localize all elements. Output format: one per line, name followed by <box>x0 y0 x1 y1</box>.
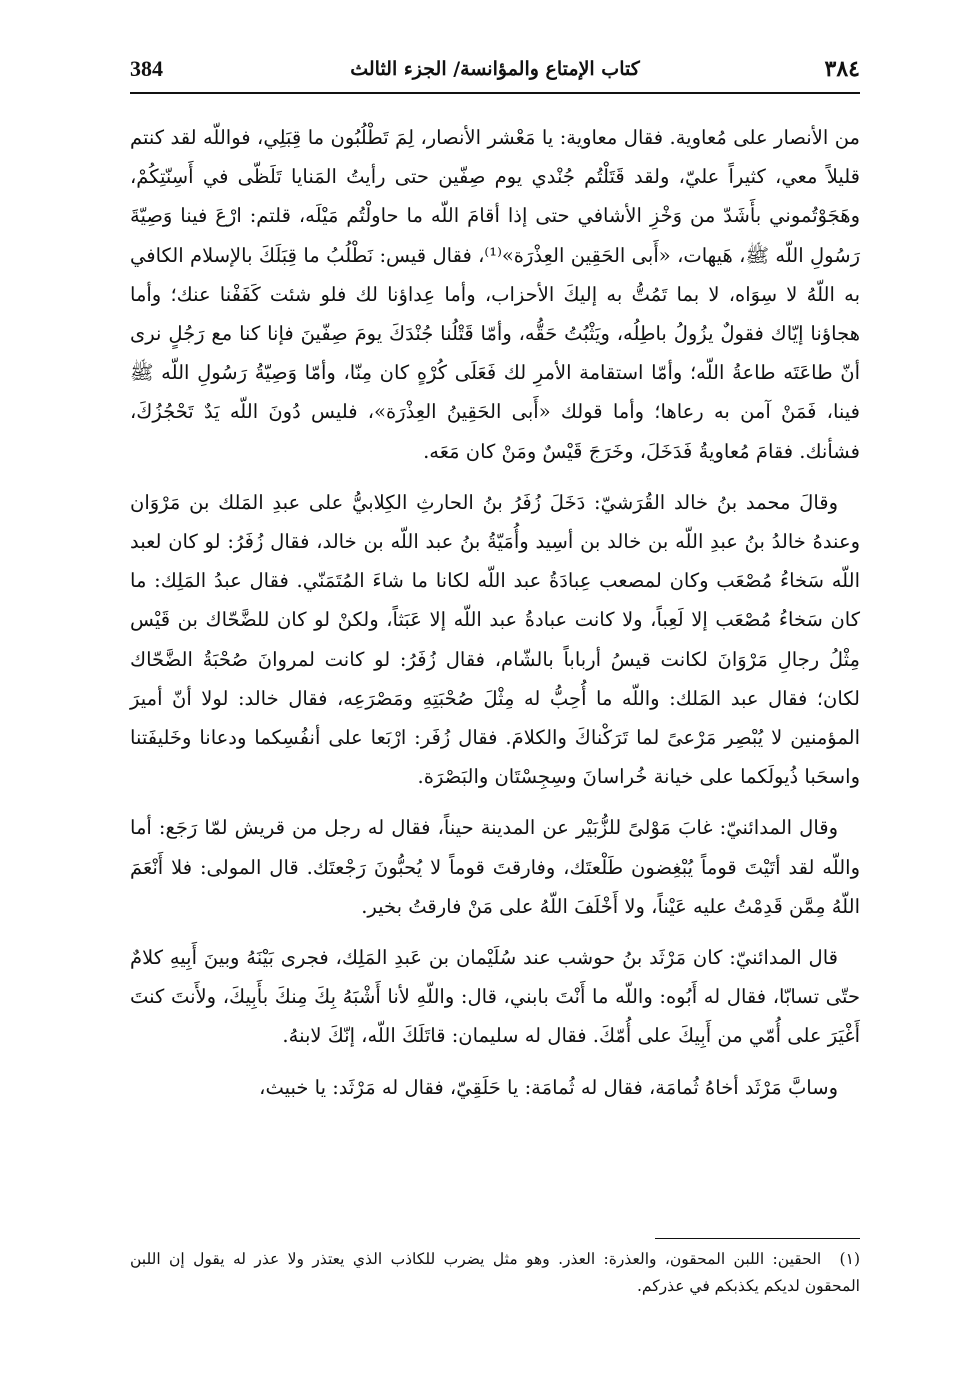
main-text <box>130 118 860 1107</box>
footnote-marker: (١) <box>839 1250 860 1268</box>
page-number-latin: 384 <box>130 56 163 81</box>
paragraph: وقال المدائنيّ: غابَ مَوْلىً للزُّبَيْر عن المدينة حيناً، فقال له رجل من قريش لمّا رَجَع: أما واللّه لقد أتَيْتَ قوماً يُبْغِضون طَلْعتَك، وفارقتَ قوماً لا يُحبُّونَ رَجْعتَك. قال المولى: فلا أَنْعَمَ اللّهُ مِمَّن قَدِمْتُ عليه عَيْناً، ولا أَخْلَفَ اللّهُ على مَنْ فارقتُ بخير. <box>130 816 860 918</box>
paragraph: قال المدائنيّ: كان مَرْثَد بنُ حوشب عند سُلَيْمان بن عَبدِ المَلِك، فجرى بَيْنَهُ وبينَ أَبِيهِ كلامٌ حتّى تسابّا، فقال له أَبُوه: واللّه ما أَنْتَ بابني، قال: واللّهِ لأنا أَشْبَهُ بِكَ مِنكَ بأَبِيكَ، ولأَنتَ كنتَ أَغْيَرَ على أُمّي من أَبِيكَ على أُمّكَ. فقال له سليمان: قاتَلَكَ اللّه، إنّكَ لابنهُ. <box>130 946 860 1048</box>
page-header <box>130 50 860 94</box>
page-number-arabic: ٣٨٤ <box>824 56 860 82</box>
footnote-divider <box>655 1238 860 1239</box>
book-page <box>130 50 860 1350</box>
footnote <box>130 1246 860 1300</box>
paragraph: وقالَ محمد بنُ خالد القُرَشيّ: دَخَلَ زُفَرُ بنُ الحارثِ الكِلابيُّ على عبدِ المَلك بن مَرْوَان وعندهُ خالدُ بنُ عبدِ اللّه بن خالد بن أسِيد وأُمَيّةُ بنُ عبد اللّه بن خالد، فقال زُفَرُ: لو كان لعبد اللّه سَخاءُ مُصْعَب وكان لمصعب عِبادَةُ عبد اللّه لكانا ما شاءَ المُتَمَنّي. فقال عبدُ المَلِك: ما كان سَخاءُ مُصْعَب إلا لَعِباً، ولا كانت عبادةُ عبد اللّه إلا عَبَثاً، ولكنْ لو كان للضَّحّاك بن قَيْس مِثْلُ رجالِ مَرْوَانَ لكانت قيسُ أرباباً بالشّام، فقال زُفَرُ: لو كانت لمروانَ صُحْبَةُ الضَّحّاك لكان؛ فقال عبد المَلك: واللّه ما أُحِبُّ له مِثْلَ صُحْبَتِهِ ومَصْرَعِه، فقال خالد: لولا أنّ أميرَ المؤمنين لا يُبْصِر مَرْعىً لما تَرَكْناكَ والكلامَ. فقال زُفَر: ارْبَعا على أنفُسِكما ودعانا وخَليفَتنا واسحَبا ذُيولَكما على خيانة خُراسانَ وسِجِسْتَان والبَصْرَة. <box>130 490 860 789</box>
running-title: كتاب الإمتاع والمؤانسة/ الجزء الثالث <box>350 58 640 80</box>
footnote-text: الحقين: اللبن المحقون، والعذرة: العذر. وهو مثل يضرب للكاذب الذي يعتذر ولا عذر له يقول إن اللبن المحقون لديكم يكذبكم في عذركم. <box>130 1250 860 1295</box>
paragraph: وسابَّ مَرْثَد أخاهُ ثُمامَة، فقال له ثُمامَة: يا حَلَقِيّ، فقال له مَرْثَد: يا خبيث، <box>259 1075 838 1099</box>
paragraph: من الأنصار على مُعاوية. فقال معاوية: يا مَعْشر الأنصار، لِمَ تَطْلُبُون ما قِبَلِي، فواللّه لقد كنتم قليلاً معي، كثيراً عليّ، ولقد قَتَلْتُم جُنْدي يوم صِفّين حتى رأيتُ المَنايا تَلَظّى في أَسِنّتِكُمْ، وهَجَوْتُموني بأَشَدّ من وَخْزِ الأشافي حتى إذا أقامَ اللّه ما حاولْتُم مَيْلَه، قلتم: ارْعَ فينا وَصِيّةَ رَسُولِ اللّه ﷺ، هَيهات، «أَبى الحَقِين العِذْرَة»⁽¹⁾، فقال قيس: نَطْلُبُ ما قِبَلَكَ بالإسلام الكافي به اللّهُ لا سِوَاه، لا بما تَمُتُّ به إليكَ الأحزاب، وأما عِداؤنا لك فلو شئت كَفَفْنا عنك؛ وأما هجاؤنا إيّاك فقولٌ يزُولُ باطِلُه، ويَثْبُتُ حَقُّه، وأمّا قَتْلُنا جُنْدَكَ يومَ صِفّينَ فإنا كنا مع رَجُلٍ نرى أنّ طاعَتَه طاعةُ اللّه؛ وأمّا استقامة الأمرِ لك فَعَلَى كُرْهٍ كان مِنّا، وأمّا وَصِيّةُ رَسُولِ اللّه ﷺ فينا، فَمَنْ آمن به رعاها؛ وأما قولك «أَبى الحَقِينُ العِذْرَة»، فليس دُونَ اللّه يَدٌ تَحْجُزُكَ، فشأنك. فقامَ مُعاويةُ فَدَخَلَ، وخَرَجَ قَيْسٌ ومَنْ كان مَعَه. <box>130 126 861 463</box>
